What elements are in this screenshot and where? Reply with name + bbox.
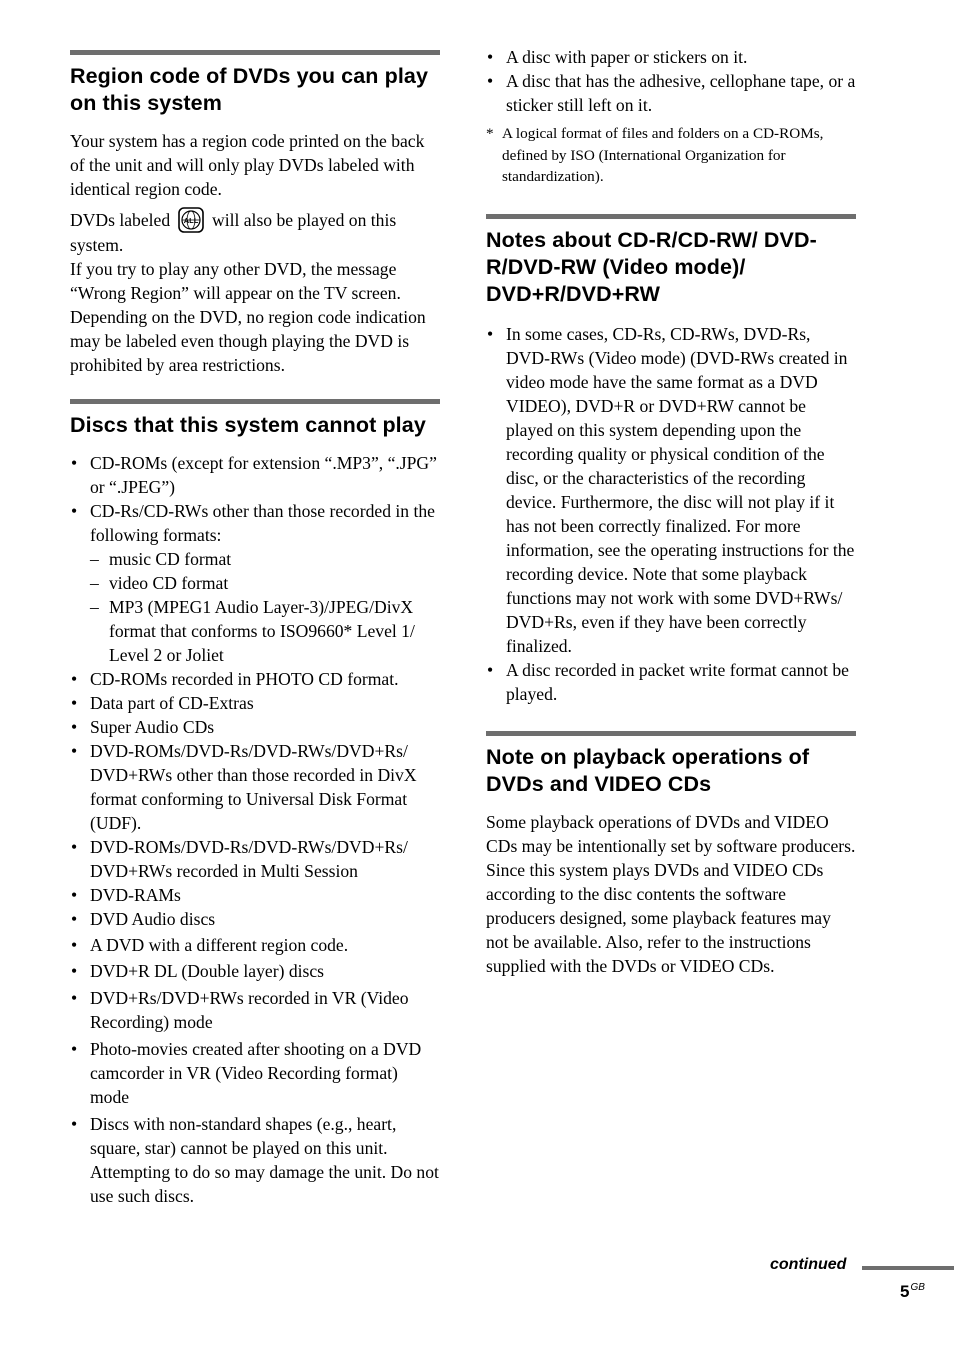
list-item: • DVD Audio discs (70, 907, 440, 931)
region-paragraph-2 (70, 207, 440, 257)
list-item: • CD-ROMs (except for extension “.MP3”, “.JPG” or “.JPEG”) (70, 451, 440, 499)
format-sublist (90, 547, 440, 667)
heading-discs-cannot-play: Discs that this system cannot play (70, 413, 426, 437)
sublist-item: – MP3 (MPEG1 Audio Layer-3)/JPEG/DivX format that conforms to ISO9660* Level 1/ Level 2 or Joliet (90, 595, 440, 667)
section-rule (486, 214, 856, 219)
section-rule (70, 399, 440, 404)
heading-notes-cd-r: Notes about CD-R/CD-RW/ DVD-R/DVD-RW (Video mode)/ DVD+R/DVD+RW (486, 227, 817, 306)
footnote-text: A logical format of files and folders on a CD-ROMs, defined by ISO (International Organization for standardization). (502, 125, 824, 185)
notes-list (486, 322, 856, 706)
footnote-mark: * (486, 125, 494, 142)
list-item: • Photo-movies created after shooting on a DVD camcorder in VR (Video Recording format) mode (70, 1037, 440, 1109)
continued-label: continued (770, 1256, 847, 1273)
playback-paragraph: Some playback operations of DVDs and VIDEO CDs may be intentionally set by software producers. Since this system plays DVDs and VIDEO CDs according to the disc contents the software producers designed, some playback features may not be available. Also, refer to the instructions supplied with the DVDs or VIDEO CDs. (486, 811, 856, 976)
left-column (70, 50, 440, 1208)
region-paragraph-2-end: will also be played on this system. (70, 210, 397, 255)
list-item (70, 499, 440, 667)
list-item: • CD-ROMs recorded in PHOTO CD format. (70, 667, 440, 691)
right-column (486, 45, 856, 978)
sublist-item: – music CD format (90, 547, 440, 571)
region-paragraph-1: Your system has a region code printed on the back of the unit and will only play DVDs labeled with identical region code. (70, 131, 425, 199)
region-paragraph-3: If you try to play any other DVD, the message “Wrong Region” will appear on the TV screen. Depending on the DVD, no region code indication may be labeled even though playing the DVD is prohibited by area restrictions. (70, 259, 426, 375)
section-rule (70, 50, 440, 55)
cannot-play-list (70, 451, 440, 1208)
list-item: • A disc recorded in packet write format cannot be played. (486, 658, 856, 706)
page-number (900, 1282, 925, 1302)
heading-playback-operations: Note on playback operations of DVDs and VIDEO CDs (486, 744, 810, 796)
list-item: • DVD-ROMs/DVD-Rs/DVD-RWs/DVD+Rs/ DVD+RWs recorded in Multi Session (70, 835, 440, 883)
region-paragraph-2-start: DVDs labeled (70, 210, 171, 230)
region-all-icon-label: ALL (183, 215, 198, 225)
list-item: • Super Audio CDs (70, 715, 440, 739)
footer-rule (862, 1266, 954, 1270)
cannot-play-list-continued (486, 45, 856, 117)
list-item: • Discs with non-standard shapes (e.g., heart, square, star) cannot be played on this unit. Attempting to do so may damage the unit. Do not use such discs. (70, 1112, 440, 1208)
sublist-item: – video CD format (90, 571, 440, 595)
list-item: • DVD+R DL (Double layer) discs (70, 959, 440, 983)
region-all-icon (178, 207, 204, 233)
footnote (486, 123, 856, 188)
section-rule (486, 731, 856, 736)
list-item: • A disc with paper or stickers on it. (486, 45, 856, 69)
list-item: • DVD+Rs/DVD+RWs recorded in VR (Video Recording) mode (70, 986, 440, 1034)
list-item: • DVD-RAMs (70, 883, 440, 907)
list-item: • In some cases, CD-Rs, CD-RWs, DVD-Rs, DVD-RWs (Video mode) (DVD-RWs created in video mode have the same format as a DVD VIDEO), DVD+R or DVD+RW cannot be played on this system depending upon the recording quality or physical condition of the disc, or the characteristics of the recording device. Furthermore, the disc will not play if it has not been correctly finalized. For more information, see the operating instructions for the recording device. Note that some playback functions may not work with some DVD+RWs/ DVD+Rs, even if they have been correctly finalized. (486, 322, 856, 658)
heading-region-code: Region code of DVDs you can play on this system (70, 64, 429, 115)
page-number-suffix: GB (910, 1282, 925, 1294)
list-item: • A DVD with a different region code. (70, 933, 440, 957)
list-item-text: CD-Rs/CD-RWs other than those recorded in the following formats: (90, 501, 435, 545)
list-item: • A disc that has the adhesive, cellophane tape, or a sticker still left on it. (486, 69, 856, 117)
page-number-value: 5 (900, 1282, 910, 1301)
list-item: • DVD-ROMs/DVD-Rs/DVD-RWs/DVD+Rs/ DVD+RWs other than those recorded in DivX format conforming to Universal Disk Format (UDF). (70, 739, 440, 835)
list-item: • Data part of CD-Extras (70, 691, 440, 715)
